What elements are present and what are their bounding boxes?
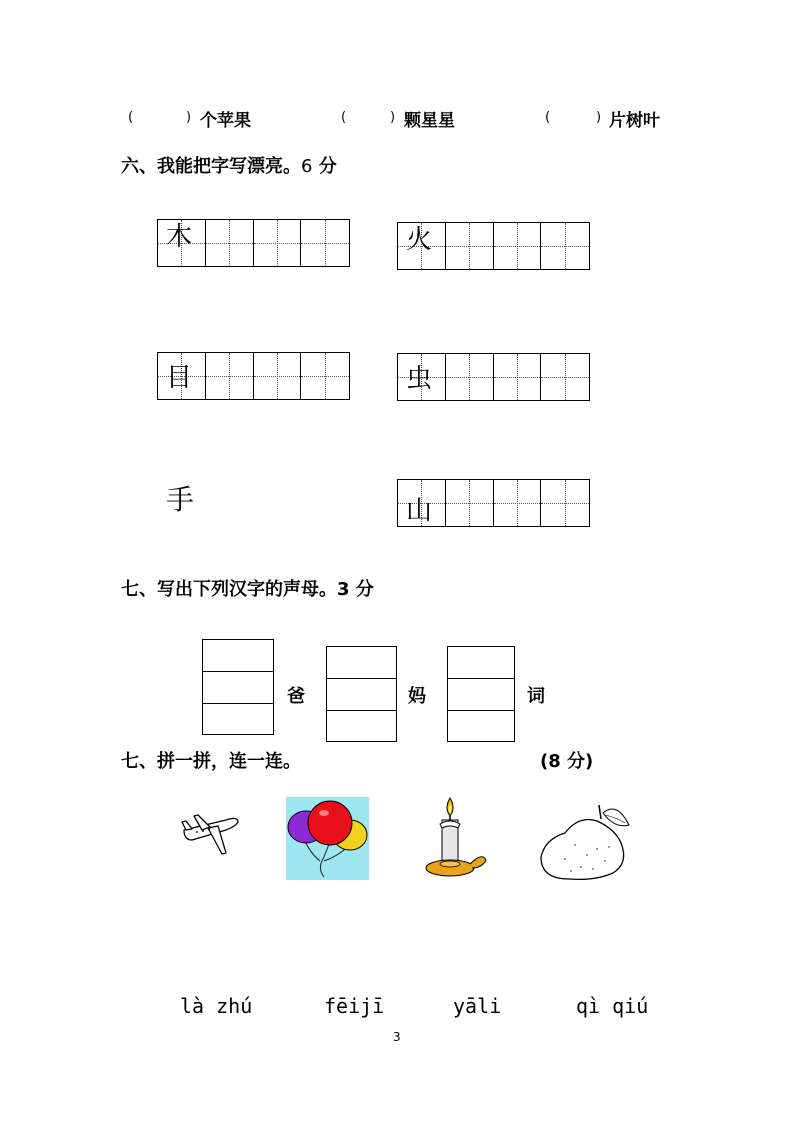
section-6-score-number: 6	[301, 156, 313, 177]
close-paren: )	[596, 110, 602, 125]
writing-grid[interactable]	[397, 222, 590, 270]
section-7b-score: (8 分)	[540, 751, 594, 772]
measure-word-item: 片树叶	[609, 111, 660, 131]
sample-character: 山	[406, 496, 433, 526]
pinyin-label[interactable]: qì qiú	[576, 994, 649, 1018]
target-character: 妈	[408, 686, 426, 707]
initial-answer-box[interactable]	[326, 646, 397, 742]
sample-character: 火	[406, 225, 433, 255]
measure-word-item: 颗星星	[404, 111, 455, 131]
writing-grid[interactable]	[397, 479, 590, 527]
measure-word-item: 个苹果	[200, 111, 251, 131]
open-paren: (	[341, 110, 347, 125]
pinyin-label[interactable]: là zhú	[180, 994, 253, 1018]
section-6-title: 六、我能把字写漂亮。	[121, 156, 301, 177]
target-character: 词	[527, 686, 545, 707]
airplane-icon[interactable]	[180, 808, 242, 860]
writing-grid[interactable]	[157, 219, 350, 267]
page-number: 3	[393, 1030, 401, 1044]
section-6-heading	[121, 152, 337, 178]
pinyin-label[interactable]: fēijī	[324, 994, 385, 1018]
sample-character: 目	[166, 363, 193, 393]
writing-grid[interactable]	[157, 352, 350, 400]
initial-answer-box[interactable]	[447, 646, 515, 742]
candle-icon[interactable]	[422, 794, 488, 882]
sample-character: 虫	[406, 364, 433, 394]
close-paren: )	[390, 110, 396, 125]
open-paren: (	[545, 110, 551, 125]
sample-character: 木	[166, 222, 193, 252]
open-paren: (	[128, 110, 134, 125]
sample-character: 手	[166, 483, 195, 516]
target-character: 爸	[287, 686, 305, 707]
section-7a-heading: 七、写出下列汉字的声母。3 分	[121, 579, 374, 600]
close-paren: )	[186, 110, 192, 125]
initial-answer-box[interactable]	[202, 639, 274, 735]
writing-grid[interactable]	[397, 353, 590, 401]
section-7b-heading: 七、拼一拼，连一连。	[121, 751, 301, 772]
balloons-icon[interactable]	[286, 797, 369, 880]
section-6-score-unit: 分	[318, 156, 337, 177]
pear-icon[interactable]	[535, 795, 633, 883]
pinyin-label[interactable]: yāli	[453, 994, 502, 1018]
